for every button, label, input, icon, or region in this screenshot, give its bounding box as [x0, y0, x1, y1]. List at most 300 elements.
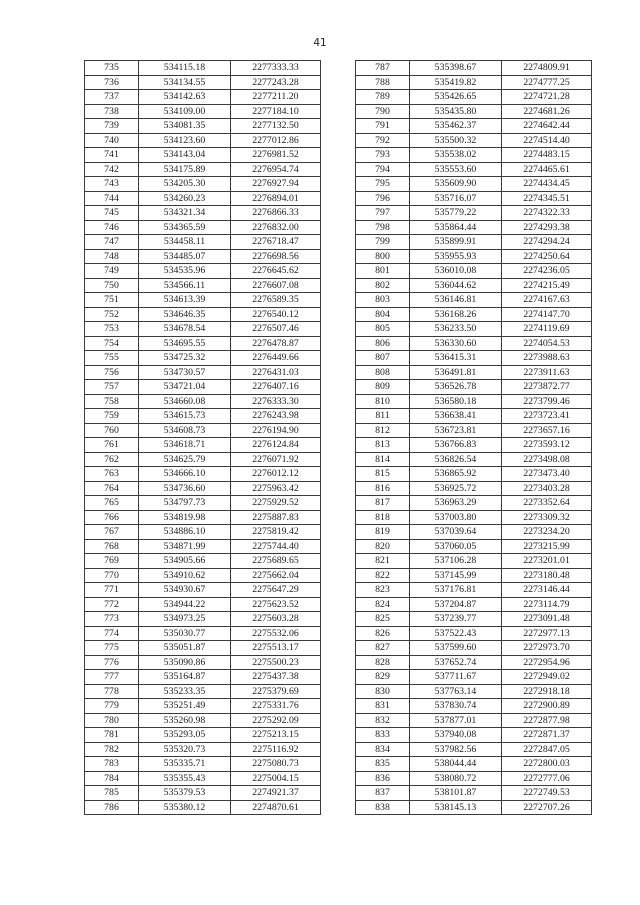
- y-coordinate-cell: 2276478.87: [231, 336, 321, 351]
- point-number-cell: 755: [85, 351, 139, 366]
- x-coordinate-cell: 536865.92: [410, 467, 502, 482]
- x-coordinate-cell: 536826.54: [410, 452, 502, 467]
- point-number-cell: 779: [85, 699, 139, 714]
- point-number-cell: 748: [85, 249, 139, 264]
- x-coordinate-cell: 537599.60: [410, 641, 502, 656]
- x-coordinate-cell: 534485.07: [139, 249, 231, 264]
- point-number-cell: 789: [356, 90, 410, 105]
- y-coordinate-cell: 2277211.20: [231, 90, 321, 105]
- y-coordinate-cell: 2272900.89: [502, 699, 592, 714]
- table-row: [356, 641, 592, 656]
- point-number-cell: 753: [85, 322, 139, 337]
- y-coordinate-cell: 2276954.74: [231, 162, 321, 177]
- y-coordinate-cell: 2273593.12: [502, 438, 592, 453]
- x-coordinate-cell: 538145.13: [410, 800, 502, 815]
- x-coordinate-cell: 534566.11: [139, 278, 231, 293]
- table-row: [356, 452, 592, 467]
- point-number-cell: 767: [85, 525, 139, 540]
- table-row: [85, 481, 321, 496]
- y-coordinate-cell: 2276012.12: [231, 467, 321, 482]
- y-coordinate-cell: 2276540.12: [231, 307, 321, 322]
- x-coordinate-cell: 536233.50: [410, 322, 502, 337]
- x-coordinate-cell: 537877.01: [410, 713, 502, 728]
- table-row: [85, 641, 321, 656]
- table-row: [356, 626, 592, 641]
- table-row: [356, 220, 592, 235]
- y-coordinate-cell: 2274921.37: [231, 786, 321, 801]
- y-coordinate-cell: 2273723.41: [502, 409, 592, 424]
- point-number-cell: 797: [356, 206, 410, 221]
- y-coordinate-cell: 2275213.15: [231, 728, 321, 743]
- y-coordinate-cell: 2275929.52: [231, 496, 321, 511]
- x-coordinate-cell: 537039.64: [410, 525, 502, 540]
- table-row: [85, 351, 321, 366]
- x-coordinate-cell: 534646.35: [139, 307, 231, 322]
- x-coordinate-cell: 534797.73: [139, 496, 231, 511]
- point-number-cell: 788: [356, 75, 410, 90]
- table-row: [356, 481, 592, 496]
- point-number-cell: 740: [85, 133, 139, 148]
- y-coordinate-cell: 2272847.05: [502, 742, 592, 757]
- x-coordinate-cell: 535380.12: [139, 800, 231, 815]
- y-coordinate-cell: 2276832.00: [231, 220, 321, 235]
- point-number-cell: 800: [356, 249, 410, 264]
- point-number-cell: 814: [356, 452, 410, 467]
- x-coordinate-cell: 537830.74: [410, 699, 502, 714]
- point-number-cell: 736: [85, 75, 139, 90]
- x-coordinate-cell: 535355.43: [139, 771, 231, 786]
- table-row: [356, 467, 592, 482]
- x-coordinate-cell: 534695.55: [139, 336, 231, 351]
- point-number-cell: 815: [356, 467, 410, 482]
- table-row: [85, 336, 321, 351]
- x-coordinate-cell: 535233.35: [139, 684, 231, 699]
- point-number-cell: 746: [85, 220, 139, 235]
- point-number-cell: 775: [85, 641, 139, 656]
- x-coordinate-cell: 534134.55: [139, 75, 231, 90]
- y-coordinate-cell: 2273988.63: [502, 351, 592, 366]
- table-row: [85, 365, 321, 380]
- y-coordinate-cell: 2277012.86: [231, 133, 321, 148]
- x-coordinate-cell: 537204.87: [410, 597, 502, 612]
- table-row: [356, 264, 592, 279]
- table-row: [356, 684, 592, 699]
- x-coordinate-cell: 537940.08: [410, 728, 502, 743]
- y-coordinate-cell: 2274294.24: [502, 235, 592, 250]
- x-coordinate-cell: 535419.82: [410, 75, 502, 90]
- y-coordinate-cell: 2275744.40: [231, 539, 321, 554]
- x-coordinate-cell: 535260.98: [139, 713, 231, 728]
- point-number-cell: 783: [85, 757, 139, 772]
- table-row: [85, 452, 321, 467]
- table-row: [85, 423, 321, 438]
- point-number-cell: 747: [85, 235, 139, 250]
- y-coordinate-cell: 2275379.69: [231, 684, 321, 699]
- y-coordinate-cell: 2274681.26: [502, 104, 592, 119]
- y-coordinate-cell: 2274483.15: [502, 148, 592, 163]
- x-coordinate-cell: 536491.81: [410, 365, 502, 380]
- point-number-cell: 735: [85, 61, 139, 76]
- table-row: [85, 539, 321, 554]
- table-row: [356, 177, 592, 192]
- y-coordinate-cell: 2276071.92: [231, 452, 321, 467]
- x-coordinate-cell: 534613.39: [139, 293, 231, 308]
- x-coordinate-cell: 535955.93: [410, 249, 502, 264]
- point-number-cell: 769: [85, 554, 139, 569]
- point-number-cell: 810: [356, 394, 410, 409]
- x-coordinate-cell: 538080.72: [410, 771, 502, 786]
- table-row: [356, 699, 592, 714]
- x-coordinate-cell: 534721.04: [139, 380, 231, 395]
- y-coordinate-cell: 2276507.46: [231, 322, 321, 337]
- point-number-cell: 816: [356, 481, 410, 496]
- y-coordinate-cell: 2276589.35: [231, 293, 321, 308]
- y-coordinate-cell: 2276243.98: [231, 409, 321, 424]
- x-coordinate-cell: 534886.10: [139, 525, 231, 540]
- point-number-cell: 786: [85, 800, 139, 815]
- coordinates-table-right-body: [356, 61, 592, 815]
- coordinates-table-right: [355, 60, 592, 815]
- table-row: [356, 191, 592, 206]
- x-coordinate-cell: 535716.07: [410, 191, 502, 206]
- point-number-cell: 780: [85, 713, 139, 728]
- x-coordinate-cell: 534930.67: [139, 583, 231, 598]
- x-coordinate-cell: 535320.73: [139, 742, 231, 757]
- y-coordinate-cell: 2275437.38: [231, 670, 321, 685]
- x-coordinate-cell: 534321.34: [139, 206, 231, 221]
- table-row: [356, 757, 592, 772]
- y-coordinate-cell: 2276407.16: [231, 380, 321, 395]
- table-row: [356, 365, 592, 380]
- y-coordinate-cell: 2274119.69: [502, 322, 592, 337]
- x-coordinate-cell: 537711.67: [410, 670, 502, 685]
- point-number-cell: 793: [356, 148, 410, 163]
- table-row: [85, 61, 321, 76]
- y-coordinate-cell: 2274293.38: [502, 220, 592, 235]
- x-coordinate-cell: 534660.08: [139, 394, 231, 409]
- table-row: [356, 800, 592, 815]
- table-row: [356, 510, 592, 525]
- y-coordinate-cell: 2273309.32: [502, 510, 592, 525]
- y-coordinate-cell: 2275004.15: [231, 771, 321, 786]
- x-coordinate-cell: 534535.96: [139, 264, 231, 279]
- table-row: [85, 90, 321, 105]
- table-row: [85, 322, 321, 337]
- table-row: [356, 61, 592, 76]
- x-coordinate-cell: 534736.60: [139, 481, 231, 496]
- point-number-cell: 744: [85, 191, 139, 206]
- x-coordinate-cell: 535293.05: [139, 728, 231, 743]
- table-row: [85, 75, 321, 90]
- table-row: [85, 525, 321, 540]
- y-coordinate-cell: 2274434.45: [502, 177, 592, 192]
- point-number-cell: 806: [356, 336, 410, 351]
- x-coordinate-cell: 534973.25: [139, 612, 231, 627]
- table-row: [356, 293, 592, 308]
- x-coordinate-cell: 534081.35: [139, 119, 231, 134]
- table-row: [85, 699, 321, 714]
- point-number-cell: 790: [356, 104, 410, 119]
- y-coordinate-cell: 2273114.79: [502, 597, 592, 612]
- x-coordinate-cell: 536415.31: [410, 351, 502, 366]
- table-row: [356, 336, 592, 351]
- x-coordinate-cell: 535553.60: [410, 162, 502, 177]
- table-row: [85, 278, 321, 293]
- point-number-cell: 795: [356, 177, 410, 192]
- point-number-cell: 762: [85, 452, 139, 467]
- point-number-cell: 818: [356, 510, 410, 525]
- y-coordinate-cell: 2275887.83: [231, 510, 321, 525]
- y-coordinate-cell: 2277132.50: [231, 119, 321, 134]
- x-coordinate-cell: 537060.05: [410, 539, 502, 554]
- y-coordinate-cell: 2275116.92: [231, 742, 321, 757]
- y-coordinate-cell: 2272954.96: [502, 655, 592, 670]
- table-row: [85, 307, 321, 322]
- y-coordinate-cell: 2274236.05: [502, 264, 592, 279]
- x-coordinate-cell: 537763.14: [410, 684, 502, 699]
- x-coordinate-cell: 535609.90: [410, 177, 502, 192]
- table-row: [85, 757, 321, 772]
- table-row: [356, 235, 592, 250]
- point-number-cell: 737: [85, 90, 139, 105]
- point-number-cell: 821: [356, 554, 410, 569]
- table-row: [356, 496, 592, 511]
- table-row: [85, 597, 321, 612]
- point-number-cell: 823: [356, 583, 410, 598]
- y-coordinate-cell: 2276718.47: [231, 235, 321, 250]
- point-number-cell: 781: [85, 728, 139, 743]
- coordinates-table-left: [84, 60, 321, 815]
- y-coordinate-cell: 2274147.70: [502, 307, 592, 322]
- x-coordinate-cell: 534115.18: [139, 61, 231, 76]
- y-coordinate-cell: 2273799.46: [502, 394, 592, 409]
- x-coordinate-cell: 534142.63: [139, 90, 231, 105]
- table-row: [85, 786, 321, 801]
- x-coordinate-cell: 534666.10: [139, 467, 231, 482]
- point-number-cell: 804: [356, 307, 410, 322]
- point-number-cell: 756: [85, 365, 139, 380]
- table-row: [356, 409, 592, 424]
- x-coordinate-cell: 534458.11: [139, 235, 231, 250]
- point-number-cell: 764: [85, 481, 139, 496]
- point-number-cell: 807: [356, 351, 410, 366]
- point-number-cell: 820: [356, 539, 410, 554]
- y-coordinate-cell: 2274465.61: [502, 162, 592, 177]
- y-coordinate-cell: 2277243.28: [231, 75, 321, 90]
- x-coordinate-cell: 535051.87: [139, 641, 231, 656]
- table-row: [85, 104, 321, 119]
- x-coordinate-cell: 534725.32: [139, 351, 231, 366]
- point-number-cell: 743: [85, 177, 139, 192]
- point-number-cell: 805: [356, 322, 410, 337]
- point-number-cell: 802: [356, 278, 410, 293]
- x-coordinate-cell: 535335.71: [139, 757, 231, 772]
- point-number-cell: 825: [356, 612, 410, 627]
- y-coordinate-cell: 2274215.49: [502, 278, 592, 293]
- point-number-cell: 777: [85, 670, 139, 685]
- y-coordinate-cell: 2275647.29: [231, 583, 321, 598]
- x-coordinate-cell: 537522.43: [410, 626, 502, 641]
- y-coordinate-cell: 2273234.20: [502, 525, 592, 540]
- x-coordinate-cell: 537145.99: [410, 568, 502, 583]
- point-number-cell: 771: [85, 583, 139, 598]
- table-row: [85, 728, 321, 743]
- y-coordinate-cell: 2275963.42: [231, 481, 321, 496]
- x-coordinate-cell: 534123.60: [139, 133, 231, 148]
- point-number-cell: 774: [85, 626, 139, 641]
- x-coordinate-cell: 536330.60: [410, 336, 502, 351]
- y-coordinate-cell: 2274870.61: [231, 800, 321, 815]
- point-number-cell: 763: [85, 467, 139, 482]
- point-number-cell: 741: [85, 148, 139, 163]
- table-row: [356, 90, 592, 105]
- y-coordinate-cell: 2276333.30: [231, 394, 321, 409]
- y-coordinate-cell: 2276927.94: [231, 177, 321, 192]
- table-row: [85, 800, 321, 815]
- x-coordinate-cell: 535864.44: [410, 220, 502, 235]
- x-coordinate-cell: 537239.77: [410, 612, 502, 627]
- y-coordinate-cell: 2274345.51: [502, 191, 592, 206]
- x-coordinate-cell: 537003.80: [410, 510, 502, 525]
- table-row: [356, 786, 592, 801]
- x-coordinate-cell: 536580.18: [410, 394, 502, 409]
- y-coordinate-cell: 2275603.28: [231, 612, 321, 627]
- x-coordinate-cell: 535538.02: [410, 148, 502, 163]
- point-number-cell: 819: [356, 525, 410, 540]
- point-number-cell: 796: [356, 191, 410, 206]
- table-row: [356, 75, 592, 90]
- point-number-cell: 778: [85, 684, 139, 699]
- x-coordinate-cell: 535500.32: [410, 133, 502, 148]
- point-number-cell: 835: [356, 757, 410, 772]
- table-row: [356, 162, 592, 177]
- y-coordinate-cell: 2275331.76: [231, 699, 321, 714]
- point-number-cell: 794: [356, 162, 410, 177]
- y-coordinate-cell: 2274054.53: [502, 336, 592, 351]
- point-number-cell: 739: [85, 119, 139, 134]
- y-coordinate-cell: 2272871.37: [502, 728, 592, 743]
- point-number-cell: 817: [356, 496, 410, 511]
- point-number-cell: 768: [85, 539, 139, 554]
- y-coordinate-cell: 2275623.52: [231, 597, 321, 612]
- x-coordinate-cell: 536925.72: [410, 481, 502, 496]
- x-coordinate-cell: 535379.53: [139, 786, 231, 801]
- x-coordinate-cell: 536146.81: [410, 293, 502, 308]
- table-row: [85, 626, 321, 641]
- y-coordinate-cell: 2275662.04: [231, 568, 321, 583]
- point-number-cell: 831: [356, 699, 410, 714]
- y-coordinate-cell: 2273872.77: [502, 380, 592, 395]
- table-row: [356, 713, 592, 728]
- table-row: [85, 554, 321, 569]
- point-number-cell: 758: [85, 394, 139, 409]
- point-number-cell: 832: [356, 713, 410, 728]
- table-row: [356, 351, 592, 366]
- point-number-cell: 799: [356, 235, 410, 250]
- table-row: [356, 655, 592, 670]
- table-row: [85, 380, 321, 395]
- table-row: [85, 713, 321, 728]
- table-row: [356, 278, 592, 293]
- table-row: [356, 597, 592, 612]
- y-coordinate-cell: 2275513.17: [231, 641, 321, 656]
- x-coordinate-cell: 534260.23: [139, 191, 231, 206]
- x-coordinate-cell: 535398.67: [410, 61, 502, 76]
- point-number-cell: 829: [356, 670, 410, 685]
- x-coordinate-cell: 536638.41: [410, 409, 502, 424]
- y-coordinate-cell: 2276645.62: [231, 264, 321, 279]
- point-number-cell: 742: [85, 162, 139, 177]
- y-coordinate-cell: 2274514.40: [502, 133, 592, 148]
- y-coordinate-cell: 2276607.08: [231, 278, 321, 293]
- x-coordinate-cell: 536044.62: [410, 278, 502, 293]
- table-row: [85, 655, 321, 670]
- y-coordinate-cell: 2272777.06: [502, 771, 592, 786]
- table-row: [85, 467, 321, 482]
- table-row: [85, 148, 321, 163]
- y-coordinate-cell: 2272800.03: [502, 757, 592, 772]
- table-row: [356, 380, 592, 395]
- table-row: [85, 583, 321, 598]
- table-row: [85, 771, 321, 786]
- y-coordinate-cell: 2274809.91: [502, 61, 592, 76]
- y-coordinate-cell: 2275532.06: [231, 626, 321, 641]
- table-row: [85, 162, 321, 177]
- table-row: [85, 206, 321, 221]
- table-row: [356, 612, 592, 627]
- y-coordinate-cell: 2277333.33: [231, 61, 321, 76]
- point-number-cell: 757: [85, 380, 139, 395]
- x-coordinate-cell: 534615.73: [139, 409, 231, 424]
- table-row: [356, 771, 592, 786]
- x-coordinate-cell: 536168.26: [410, 307, 502, 322]
- x-coordinate-cell: 538101.87: [410, 786, 502, 801]
- point-number-cell: 803: [356, 293, 410, 308]
- table-row: [85, 220, 321, 235]
- table-row: [85, 612, 321, 627]
- y-coordinate-cell: 2272749.53: [502, 786, 592, 801]
- point-number-cell: 751: [85, 293, 139, 308]
- y-coordinate-cell: 2276894.01: [231, 191, 321, 206]
- table-row: [356, 728, 592, 743]
- x-coordinate-cell: 534175.89: [139, 162, 231, 177]
- point-number-cell: 827: [356, 641, 410, 656]
- point-number-cell: 830: [356, 684, 410, 699]
- y-coordinate-cell: 2275500.23: [231, 655, 321, 670]
- x-coordinate-cell: 537982.56: [410, 742, 502, 757]
- y-coordinate-cell: 2273498.08: [502, 452, 592, 467]
- point-number-cell: 822: [356, 568, 410, 583]
- x-coordinate-cell: 534608.73: [139, 423, 231, 438]
- point-number-cell: 749: [85, 264, 139, 279]
- x-coordinate-cell: 537106.28: [410, 554, 502, 569]
- x-coordinate-cell: 538044.44: [410, 757, 502, 772]
- y-coordinate-cell: 2272977.13: [502, 626, 592, 641]
- x-coordinate-cell: 534143.04: [139, 148, 231, 163]
- x-coordinate-cell: 534819.98: [139, 510, 231, 525]
- x-coordinate-cell: 535462.37: [410, 119, 502, 134]
- y-coordinate-cell: 2274777.25: [502, 75, 592, 90]
- x-coordinate-cell: 536723.81: [410, 423, 502, 438]
- x-coordinate-cell: 534205.30: [139, 177, 231, 192]
- y-coordinate-cell: 2272918.18: [502, 684, 592, 699]
- y-coordinate-cell: 2275689.65: [231, 554, 321, 569]
- table-row: [356, 525, 592, 540]
- x-coordinate-cell: 535164.87: [139, 670, 231, 685]
- table-row: [85, 409, 321, 424]
- table-row: [356, 394, 592, 409]
- table-row: [356, 307, 592, 322]
